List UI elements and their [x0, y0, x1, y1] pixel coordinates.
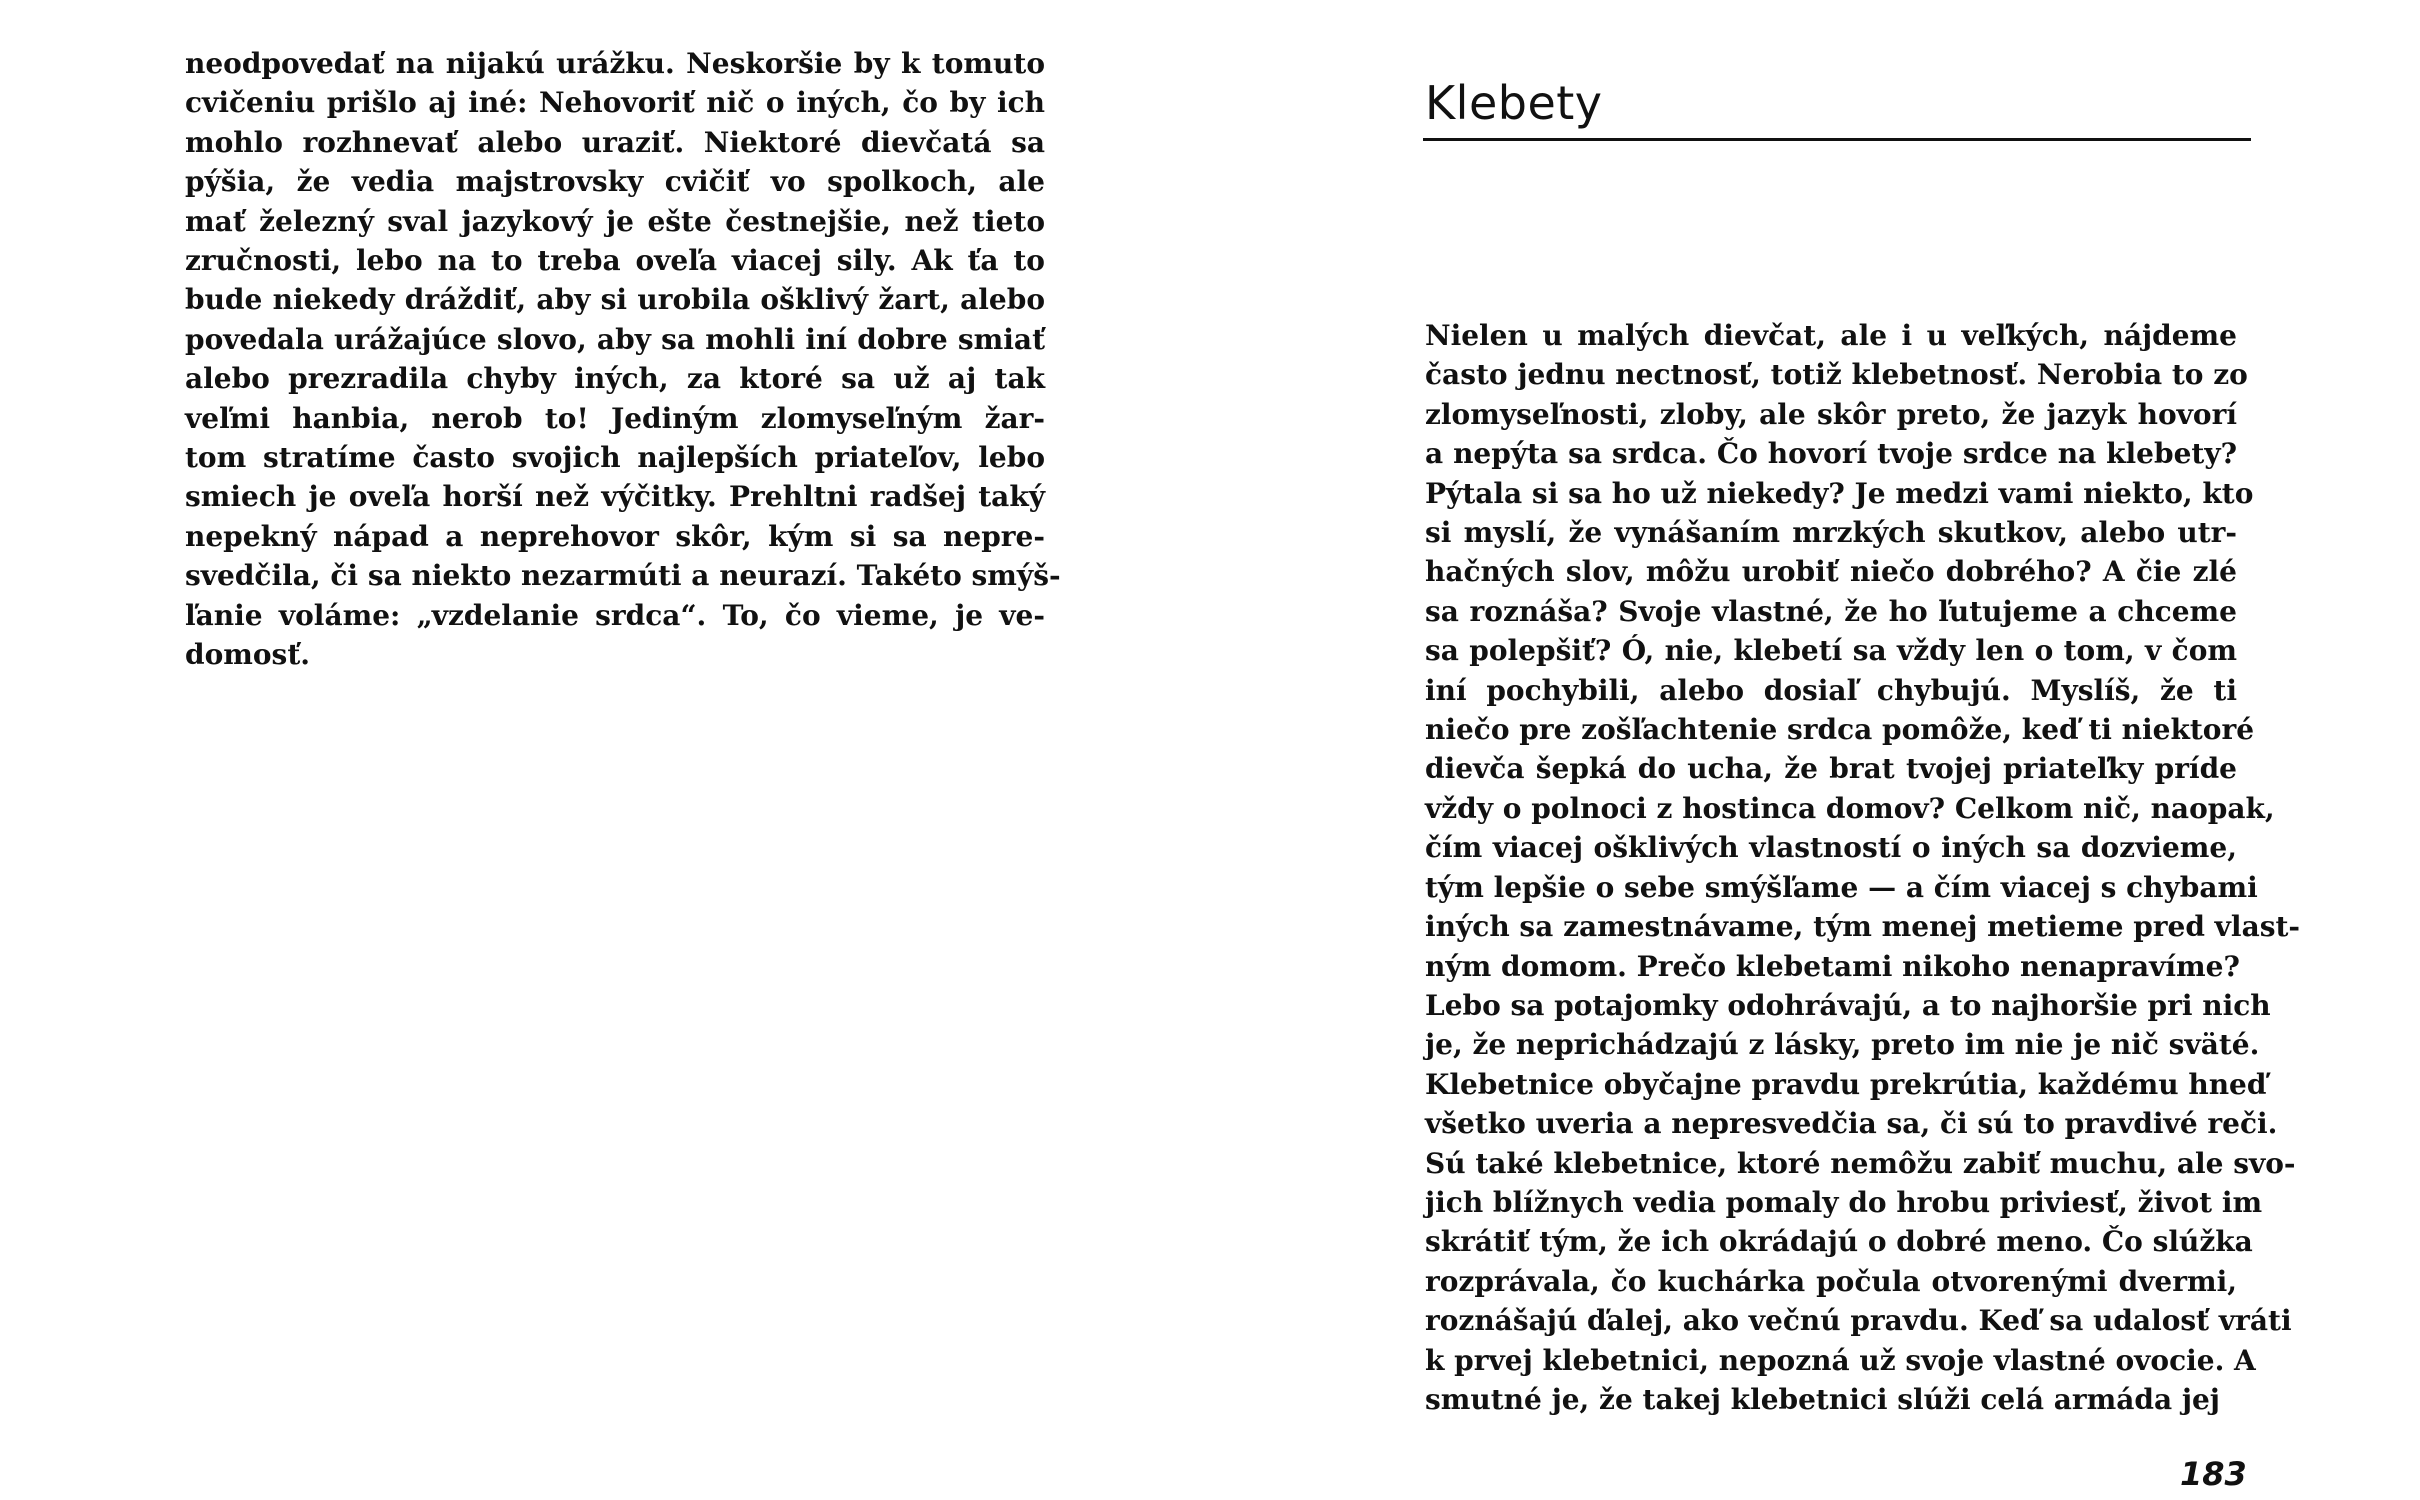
- left-page-body: [185, 44, 1061, 675]
- text-line: dievča šepká do ucha, že brat tvojej priateľky príde: [1425, 752, 2237, 786]
- text-line: tom stratíme často svojich najlepších priateľov, lebo: [185, 441, 1045, 475]
- text-line: jich blížnych vedia pomaly do hrobu priviesť, život im: [1425, 1185, 2263, 1219]
- text-line: zručnosti, lebo na to treba oveľa viacej sily. Ak ťa to: [185, 244, 1045, 278]
- text-line: a nepýta sa srdca. Čo hovorí tvoje srdce na klebety?: [1425, 437, 2237, 471]
- text-line: Sú také klebetnice, ktoré nemôžu zabiť muchu, ale svo-: [1425, 1146, 2296, 1180]
- text-line: domosť.: [185, 638, 311, 672]
- chapter-title: Klebety: [1425, 76, 1603, 130]
- text-line: veľmi hanbia, nerob to! Jediným zlomyseľným žar-: [185, 401, 1045, 435]
- text-line: sa roznáša? Svoje vlastné, že ho ľutujeme a chceme: [1425, 594, 2237, 628]
- text-line: smiech je oveľa horší než výčitky. Prehltni radšej taký: [185, 480, 1045, 514]
- text-line: sa polepšiť? Ó, nie, klebetí sa vždy len o tom, v čom: [1425, 634, 2237, 668]
- text-line: bude niekedy dráždiť, aby si urobila ošklivý žart, alebo: [185, 283, 1045, 317]
- text-line: všetko uveria a nepresvedčia sa, či sú to pravdivé reči.: [1425, 1107, 2278, 1141]
- text-line: k prvej klebetnici, nepozná už svoje vlastné ovocie. A: [1425, 1343, 2256, 1377]
- text-line: čím viacej ošklivých vlastností o iných sa dozvieme,: [1425, 831, 2237, 865]
- page-number: 183: [2180, 1455, 2247, 1493]
- title-rule: [1423, 138, 2251, 141]
- text-line: cvičeniu prišlo aj iné: Nehovoriť nič o iných, čo by ich: [185, 86, 1045, 120]
- text-line: vždy o polnoci z hostinca domov? Celkom nič, naopak,: [1425, 791, 2275, 825]
- text-line: Lebo sa potajomky odohrávajú, a to najhoršie pri nich: [1425, 988, 2271, 1022]
- text-line: neodpovedať na nijakú urážku. Neskoršie by k tomuto: [185, 47, 1045, 80]
- text-line: roznášajú ďalej, ako večnú pravdu. Keď sa udalosť vráti: [1425, 1304, 2292, 1338]
- text-line: mať železný sval jazykový je ešte čestnejšie, než tieto: [185, 204, 1045, 238]
- text-line: niečo pre zošľachtenie srdca pomôže, keď ti niektoré: [1425, 713, 2255, 747]
- text-line: často jednu nectnosť, totiž klebetnosť. Nerobia to zo: [1425, 358, 2248, 392]
- text-line: si myslí, že vynášaním mrzkých skutkov, alebo utr-: [1425, 516, 2237, 550]
- text-line: ným domom. Prečo klebetami nikoho nenapravíme?: [1425, 949, 2240, 983]
- text-line: hačných slov, môžu urobiť niečo dobrého? A čie zlé: [1425, 555, 2237, 589]
- text-line: rozprávala, čo kuchárka počula otvorenými dvermi,: [1425, 1264, 2237, 1298]
- text-line: tým lepšie o sebe smýšľame — a čím viacej s chybami: [1425, 870, 2258, 904]
- text-line: Pýtala si sa ho už niekedy? Je medzi vami niekto, kto: [1425, 476, 2254, 510]
- text-line: mohlo rozhnevať alebo uraziť. Niektoré dievčatá sa: [185, 125, 1045, 159]
- right-page: [1210, 0, 2420, 1500]
- text-line: ľanie voláme: „vzdelanie srdca“. To, čo vieme, je ve-: [185, 598, 1045, 632]
- text-line: nepekný nápad a neprehovor skôr, kým si sa nepre-: [185, 519, 1045, 553]
- text-line: iní pochybili, alebo dosiaľ chybujú. Myslíš, že ti: [1425, 673, 2237, 707]
- text-line: iných sa zamestnávame, tým menej metieme pred vlast-: [1425, 910, 2301, 944]
- text-line: Klebetnice obyčajne pravdu prekrútia, každému hneď: [1425, 1067, 2267, 1101]
- text-line: smutné je, že takej klebetnici slúži celá armáda jej: [1425, 1382, 2220, 1416]
- text-line: alebo prezradila chyby iných, za ktoré sa už aj tak: [185, 362, 1045, 396]
- right-page-body: [1425, 316, 2301, 1419]
- text-line: povedala urážajúce slovo, aby sa mohli iní dobre smiať: [185, 322, 1045, 356]
- text-line: Nielen u malých dievčat, ale i u veľkých, nájdeme: [1425, 319, 2237, 352]
- text-line: zlomyseľnosti, zloby, ale skôr preto, že jazyk hovorí: [1425, 397, 2237, 431]
- text-line: pýšia, že vedia majstrovsky cvičiť vo spolkoch, ale: [185, 165, 1045, 199]
- text-line: svedčila, či sa niekto nezarmúti a neurazí. Takéto smýš-: [185, 559, 1061, 593]
- text-line: skrátiť tým, že ich okrádajú o dobré meno. Čo slúžka: [1425, 1225, 2253, 1259]
- text-line: je, že neprichádzajú z lásky, preto im nie je nič sväté.: [1425, 1028, 2260, 1062]
